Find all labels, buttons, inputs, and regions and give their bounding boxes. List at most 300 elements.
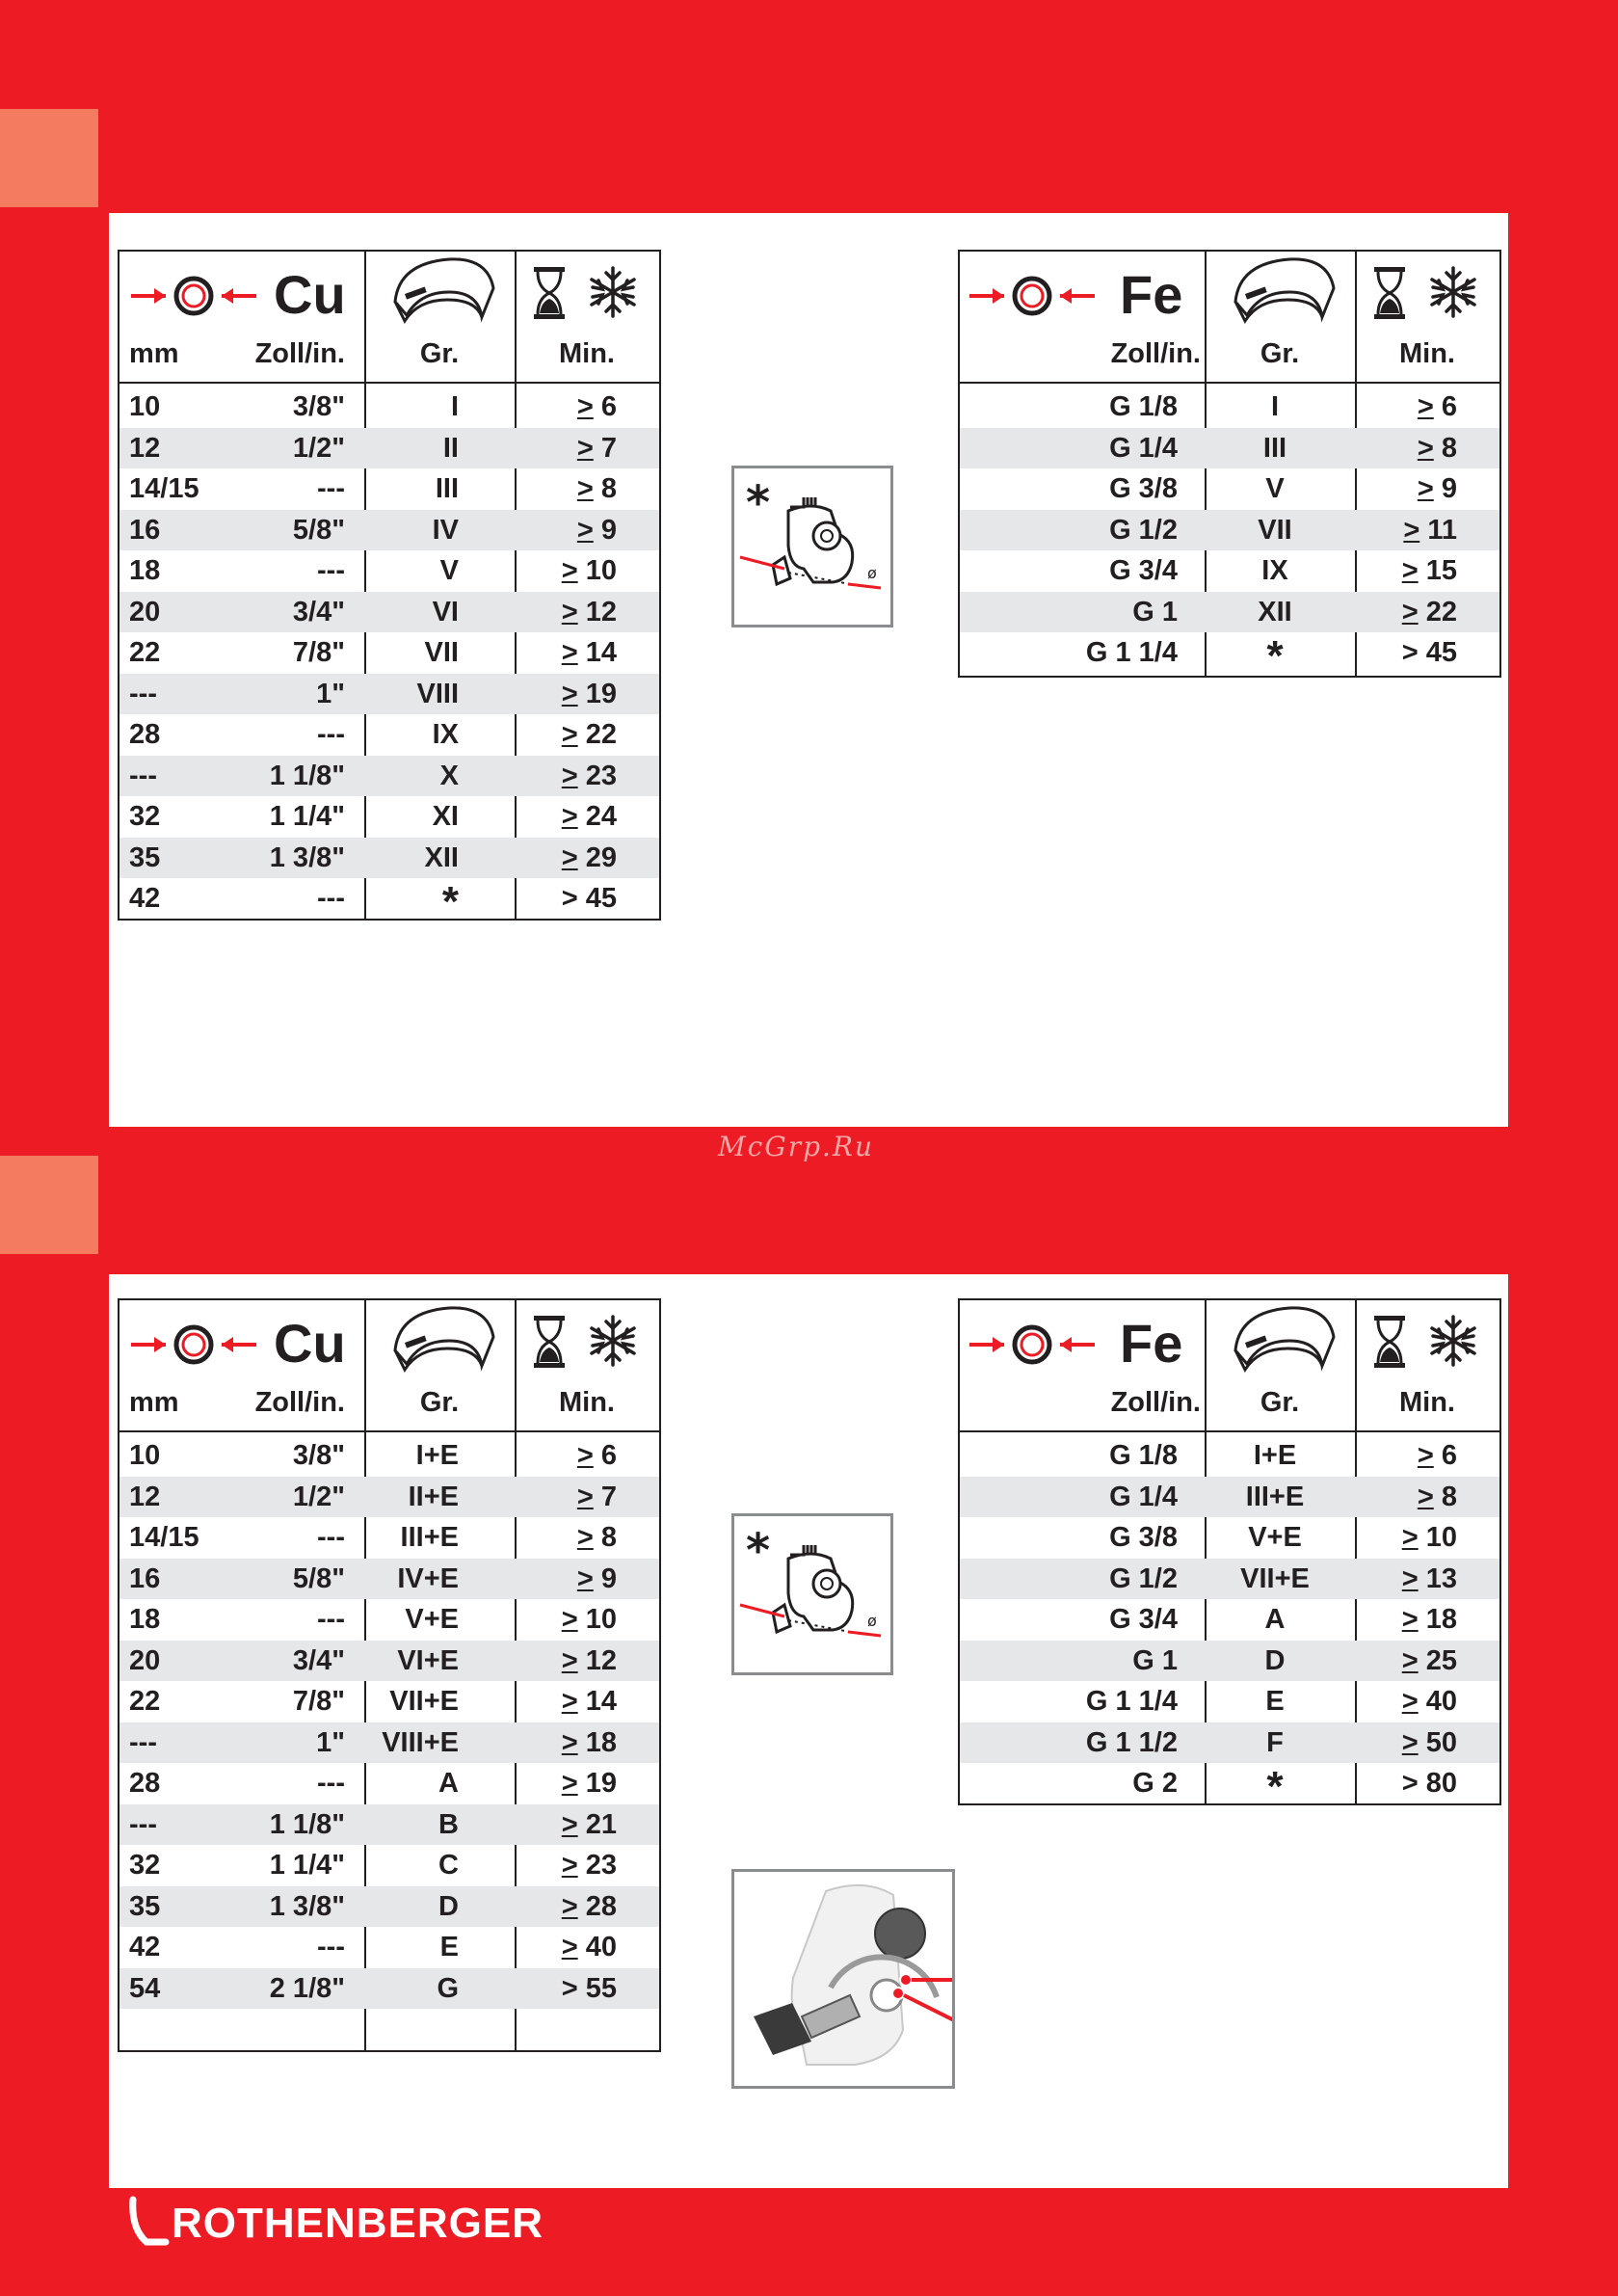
cell-min	[515, 550, 617, 591]
tool-jaw-drawing-2	[734, 1516, 890, 1672]
cu-table-section-1	[118, 250, 661, 925]
cell-min: > 55	[561, 1972, 617, 2004]
cell-gr: VII+E	[389, 1686, 459, 1717]
table-row	[960, 1559, 1499, 1599]
column-header-zoll: Zoll/in.	[1110, 1387, 1201, 1418]
cell-zoll: 5/8"	[292, 1562, 345, 1594]
cell-mm: ---	[129, 1808, 157, 1840]
cell-zoll: G 1 1/4	[1085, 637, 1178, 668]
cell-gr: III	[435, 473, 459, 504]
greater-equal-symbol: >	[576, 1562, 594, 1594]
cell-gr: II	[442, 432, 459, 464]
cell-mm: 20	[129, 1644, 161, 1676]
cell-zoll: G 3/4	[1109, 1604, 1178, 1635]
greater-equal-symbol: >	[1403, 514, 1420, 546]
cell-gr: VII	[1258, 514, 1292, 546]
cell-mm: 16	[129, 514, 161, 546]
table-row	[119, 550, 659, 591]
cell-min: > 45	[1401, 637, 1457, 668]
cell-zoll: ---	[317, 1932, 345, 1962]
column-header-mm: mm	[129, 1387, 179, 1418]
table-row	[119, 1517, 659, 1558]
cell-mm: ---	[129, 678, 157, 709]
minutes-value: 29	[585, 841, 617, 873]
cell-gr	[1205, 632, 1345, 680]
greater-equal-symbol: >	[561, 1932, 578, 1962]
table-row	[119, 714, 659, 755]
cell-min	[515, 1722, 617, 1763]
hourglass-icon	[530, 1314, 569, 1375]
cell-min	[1355, 1722, 1457, 1763]
cell-zoll: 2 1/8"	[269, 1972, 345, 2004]
table-row	[119, 1559, 659, 1599]
cell-zoll: G 3/4	[1109, 555, 1178, 586]
cell-mm: 12	[129, 1481, 161, 1512]
cell-zoll: G 1/4	[1109, 432, 1178, 464]
greater-equal-symbol: >	[561, 1850, 578, 1881]
cell-gr: VII	[424, 637, 459, 668]
minutes-value: 18	[1425, 1604, 1457, 1635]
table-row	[119, 1477, 659, 1517]
cell-min: > 45	[561, 883, 617, 914]
minutes-value: 15	[1425, 555, 1457, 586]
cell-zoll: G 1 1/4	[1085, 1686, 1178, 1717]
minutes-value: 24	[585, 801, 617, 832]
cell-zoll: 3/8"	[292, 391, 345, 422]
minutes-value: 9	[600, 514, 617, 546]
cell-gr: III	[1262, 432, 1287, 464]
cell-min	[515, 592, 617, 632]
cell-zoll: 1/2"	[292, 432, 345, 464]
fe-table-section-1	[958, 250, 1501, 678]
minutes-value: 13	[1425, 1562, 1457, 1594]
cell-min	[515, 428, 617, 468]
fe-table-section-2	[958, 1298, 1501, 1810]
svg-text:ø: ø	[867, 1612, 877, 1630]
cell-gr: C	[438, 1850, 459, 1881]
column-header-minutes: Min.	[559, 1387, 615, 1418]
cell-gr: VI+E	[397, 1644, 459, 1676]
snowflake-icon	[586, 1314, 640, 1373]
cell-min	[1355, 428, 1457, 468]
cell-min	[515, 796, 617, 837]
metal-symbol: Cu	[274, 1313, 346, 1374]
minutes-value: 28	[585, 1890, 617, 1922]
cell-mm: 42	[129, 1932, 161, 1962]
minutes-value: 8	[600, 473, 617, 504]
cell-gr: IV+E	[397, 1562, 459, 1594]
cell-min	[1355, 592, 1457, 632]
table-row	[960, 1599, 1499, 1640]
minutes-value: 50	[1425, 1726, 1457, 1758]
cell-mm: 42	[129, 883, 161, 914]
cell-min	[1355, 1517, 1457, 1558]
cell-mm: 14/15	[129, 473, 199, 504]
greater-equal-symbol: >	[561, 1686, 578, 1717]
column-header-group: Gr.	[419, 1387, 460, 1418]
cell-zoll: 7/8"	[292, 1686, 345, 1717]
cell-zoll: 1"	[316, 678, 345, 709]
table-row	[960, 428, 1499, 468]
cell-gr: V+E	[1248, 1522, 1302, 1553]
table-row	[119, 1804, 659, 1845]
table-header	[960, 1300, 1499, 1432]
cell-gr: V	[439, 555, 459, 586]
table-header	[119, 252, 659, 384]
minutes-value: 21	[585, 1808, 617, 1840]
cell-gr: V	[1265, 473, 1285, 504]
cell-zoll: G 2	[1132, 1768, 1178, 1799]
greater-equal-symbol: >	[561, 1808, 578, 1840]
greater-equal-symbol: >	[576, 391, 594, 422]
greater-equal-symbol: >	[1401, 1604, 1419, 1635]
greater-equal-symbol: >	[576, 1440, 594, 1471]
cell-min	[1355, 387, 1457, 427]
brand-name: ROTHENBERGER	[172, 2200, 544, 2247]
cell-min	[515, 510, 617, 550]
column-header-zoll: Zoll/in.	[1110, 338, 1201, 369]
metal-symbol: Cu	[274, 264, 346, 325]
table-row	[119, 1845, 659, 1885]
cell-gr: IX	[432, 719, 459, 750]
cell-zoll: G 1/8	[1109, 1440, 1178, 1471]
cell-mm: 35	[129, 1890, 161, 1922]
column-header-minutes: Min.	[1399, 1387, 1455, 1418]
greater-equal-symbol: >	[561, 1726, 578, 1758]
cell-mm: 18	[129, 1604, 161, 1635]
cell-zoll: ---	[317, 719, 345, 750]
cell-min	[1355, 1681, 1457, 1722]
cell-min	[1355, 1641, 1457, 1681]
greater-equal-symbol: >	[1401, 596, 1419, 627]
minutes-value: 6	[1441, 1440, 1457, 1471]
cell-min	[515, 1886, 617, 1927]
minutes-value: 14	[585, 1686, 617, 1717]
asterisk-marker: *	[1266, 1763, 1284, 1810]
greater-equal-symbol: >	[1401, 1726, 1419, 1758]
cell-mm: 35	[129, 841, 161, 873]
cell-gr: XI	[432, 801, 459, 832]
table-row	[119, 1927, 659, 1967]
table-row	[960, 550, 1499, 591]
hourglass-icon	[1370, 1314, 1409, 1375]
greater-equal-symbol: >	[1417, 1440, 1434, 1471]
cell-mm: ---	[129, 1726, 157, 1758]
minutes-value: 22	[585, 719, 617, 750]
minutes-value: 9	[1441, 473, 1457, 504]
cell-zoll: 1 1/4"	[269, 1850, 345, 1881]
table-row	[119, 387, 659, 427]
cell-gr: D	[438, 1890, 459, 1922]
cell-gr: X	[439, 760, 459, 791]
cell-gr: VIII	[416, 678, 459, 709]
jaw-insert-icon	[1224, 255, 1339, 337]
cell-min	[515, 1599, 617, 1640]
minutes-value: 8	[1441, 1481, 1457, 1512]
cell-min	[515, 674, 617, 714]
cell-gr: A	[1264, 1604, 1286, 1635]
cell-zoll: 7/8"	[292, 637, 345, 668]
cell-min	[515, 1435, 617, 1476]
cell-gr: E	[1265, 1686, 1285, 1717]
column-header-group: Gr.	[1260, 1387, 1300, 1418]
cell-mm: 20	[129, 596, 161, 627]
watermark: McGrp.Ru	[718, 1131, 875, 1162]
cell-min	[515, 714, 617, 755]
table-row	[960, 1763, 1499, 1810]
minutes-value: 7	[600, 1481, 617, 1512]
greater-equal-symbol: >	[561, 678, 578, 709]
table-row	[119, 1886, 659, 1927]
minutes-value: 10	[585, 1604, 617, 1635]
cell-gr: III+E	[1245, 1481, 1305, 1512]
cell-min	[1355, 510, 1457, 550]
cell-gr: A	[438, 1768, 459, 1799]
jaw-insert-icon	[384, 255, 499, 337]
greater-equal-symbol: >	[576, 514, 594, 546]
cell-min	[515, 632, 617, 673]
cell-zoll: 1 3/8"	[269, 841, 345, 873]
cell-mm: 10	[129, 1440, 161, 1471]
cell-gr: IV	[432, 514, 459, 546]
svg-text:ø: ø	[867, 564, 877, 582]
cell-mm: 12	[129, 432, 161, 464]
cell-zoll: ---	[317, 1522, 345, 1553]
cell-min	[515, 838, 617, 878]
svg-text:*: *	[746, 1524, 771, 1578]
minutes-value: 19	[585, 678, 617, 709]
tool-photo-illustration	[731, 1869, 955, 2089]
cell-zoll: 1 3/8"	[269, 1890, 345, 1922]
cell-min	[1355, 468, 1457, 509]
table-row	[960, 632, 1499, 680]
column-header-group: Gr.	[1260, 338, 1300, 369]
column-header-group: Gr.	[419, 338, 460, 369]
table-row	[960, 1517, 1499, 1558]
cell-gr: F	[1266, 1726, 1284, 1758]
greater-equal-symbol: >	[561, 1890, 578, 1922]
cell-mm: 28	[129, 1768, 161, 1799]
cell-gr: III+E	[400, 1522, 459, 1553]
cell-gr: I+E	[1253, 1440, 1297, 1471]
pipe-clamp-icon	[129, 1322, 258, 1373]
cell-mm: 28	[129, 719, 161, 750]
cell-min	[1355, 550, 1457, 591]
cell-mm: 32	[129, 801, 161, 832]
greater-equal-symbol: >	[561, 1604, 578, 1635]
greater-equal-symbol: >	[576, 1522, 594, 1553]
table-header	[119, 1300, 659, 1432]
table-row	[119, 632, 659, 673]
metal-symbol: Fe	[1120, 1313, 1183, 1374]
minutes-value: 11	[1427, 514, 1457, 546]
cell-gr: G	[437, 1972, 459, 2004]
table-row	[119, 1722, 659, 1763]
cell-mm: 10	[129, 391, 161, 422]
greater-equal-symbol: >	[561, 1644, 578, 1676]
cell-gr: XII	[424, 841, 459, 873]
cell-mm: 54	[129, 1972, 161, 2004]
cell-min	[515, 387, 617, 427]
greater-equal-symbol: >	[1401, 1644, 1419, 1676]
greater-equal-symbol: >	[1401, 555, 1419, 586]
table-row	[119, 428, 659, 468]
cell-min	[515, 756, 617, 796]
table-row	[960, 387, 1499, 427]
snowflake-icon	[586, 265, 640, 324]
pipe-clamp-icon	[129, 273, 258, 324]
table-row	[960, 1477, 1499, 1517]
minutes-value: 25	[1425, 1644, 1457, 1676]
cell-min	[1355, 1435, 1457, 1476]
cell-min	[515, 1477, 617, 1517]
snowflake-icon	[1426, 1314, 1480, 1373]
minutes-value: 23	[585, 1850, 617, 1881]
jaw-insert-icon	[1224, 1304, 1339, 1386]
brand-logo	[125, 2194, 173, 2256]
greater-equal-symbol: >	[561, 801, 578, 832]
tool-jaw-illustration-2	[731, 1513, 893, 1675]
table-row	[119, 468, 659, 509]
svg-text:*: *	[746, 476, 771, 530]
greater-equal-symbol: >	[561, 760, 578, 791]
minutes-value: 8	[1441, 432, 1457, 464]
brand-swoosh-icon	[125, 2194, 173, 2252]
greater-equal-symbol: >	[561, 841, 578, 873]
minutes-value: 8	[600, 1522, 617, 1553]
greater-equal-symbol: >	[561, 555, 578, 586]
table-row	[119, 1968, 659, 2009]
table-row	[119, 1681, 659, 1722]
table-row	[960, 1681, 1499, 1722]
greater-equal-symbol: >	[576, 473, 594, 504]
cell-gr: I	[1270, 391, 1280, 422]
metal-symbol: Fe	[1120, 264, 1183, 325]
cell-min	[1355, 1599, 1457, 1640]
minutes-value: 6	[1441, 391, 1457, 422]
table-row	[119, 838, 659, 878]
cell-min	[515, 1517, 617, 1558]
cell-gr: V+E	[405, 1604, 459, 1635]
cell-gr: VII+E	[1240, 1562, 1310, 1594]
cell-zoll: 3/8"	[292, 1440, 345, 1471]
cell-zoll: G 1	[1132, 1644, 1178, 1676]
cell-gr: VI	[432, 596, 459, 627]
section-tab-1	[0, 109, 98, 207]
table-row	[960, 510, 1499, 550]
pipe-clamp-icon	[968, 273, 1097, 324]
table-row	[119, 756, 659, 796]
cell-mm: 16	[129, 1562, 161, 1594]
cell-mm: 14/15	[129, 1522, 199, 1553]
cell-gr: II+E	[408, 1481, 459, 1512]
cell-zoll: 3/4"	[292, 596, 345, 627]
minutes-value: 22	[1425, 596, 1457, 627]
column-header-mm: mm	[129, 338, 179, 369]
asterisk-marker: *	[1266, 632, 1284, 680]
cell-min	[515, 1845, 617, 1885]
greater-equal-symbol: >	[576, 1481, 594, 1512]
minutes-value: 12	[585, 596, 617, 627]
cell-zoll: 1"	[316, 1726, 345, 1758]
greater-equal-symbol: >	[1401, 1522, 1419, 1553]
cell-gr: IX	[1261, 555, 1288, 586]
cell-zoll: G 1	[1132, 596, 1178, 627]
column-header-zoll: Zoll/in.	[254, 338, 345, 369]
cell-zoll: G 1/2	[1109, 1562, 1178, 1594]
table-row	[119, 1641, 659, 1681]
table-row	[119, 878, 659, 925]
greater-equal-symbol: >	[1417, 432, 1434, 464]
cell-gr: VIII+E	[382, 1726, 459, 1758]
tool-jaw-illustration-1	[731, 466, 893, 627]
section-tab-2	[0, 1156, 98, 1254]
column-header-minutes: Min.	[559, 338, 615, 369]
cell-zoll: G 1/2	[1109, 514, 1178, 546]
minutes-value: 9	[600, 1562, 617, 1594]
minutes-value: 40	[585, 1932, 617, 1962]
greater-equal-symbol: >	[561, 637, 578, 668]
greater-equal-symbol: >	[561, 719, 578, 750]
cell-gr: D	[1264, 1644, 1286, 1676]
table-row	[119, 796, 659, 837]
cell-min	[1355, 1477, 1457, 1517]
cell-min	[515, 1559, 617, 1599]
minutes-value: 18	[585, 1726, 617, 1758]
cell-mm: 22	[129, 637, 161, 668]
cell-mm: ---	[129, 760, 157, 791]
greater-equal-symbol: >	[576, 432, 594, 464]
table-header	[960, 252, 1499, 384]
cell-mm: 18	[129, 555, 161, 586]
minutes-value: 7	[600, 432, 617, 464]
tool-photo-drawing	[734, 1872, 952, 2086]
cell-zoll: G 1/4	[1109, 1481, 1178, 1512]
asterisk-marker: *	[441, 878, 459, 925]
cell-min: > 80	[1401, 1768, 1457, 1799]
cell-zoll: G 3/8	[1109, 1522, 1178, 1553]
cell-zoll: ---	[317, 883, 345, 914]
minutes-value: 40	[1425, 1686, 1457, 1717]
minutes-value: 6	[600, 1440, 617, 1471]
snowflake-icon	[1426, 265, 1480, 324]
minutes-value: 23	[585, 760, 617, 791]
pipe-clamp-icon	[968, 1322, 1097, 1373]
cell-zoll: 3/4"	[292, 1644, 345, 1676]
cell-gr: I+E	[415, 1440, 459, 1471]
tool-jaw-drawing	[734, 468, 890, 625]
cell-min	[515, 1804, 617, 1845]
column-header-minutes: Min.	[1399, 338, 1455, 369]
table-row	[119, 592, 659, 632]
cell-zoll: 1 1/4"	[269, 801, 345, 832]
greater-equal-symbol: >	[1401, 1562, 1419, 1594]
hourglass-icon	[530, 265, 569, 326]
cell-gr	[364, 878, 459, 925]
table-row	[119, 1763, 659, 1803]
cell-min	[515, 1641, 617, 1681]
cell-min	[515, 1927, 617, 1967]
cell-min	[515, 468, 617, 509]
minutes-value: 14	[585, 637, 617, 668]
cell-zoll: ---	[317, 1604, 345, 1635]
cell-zoll: ---	[317, 1768, 345, 1799]
table-row	[119, 1599, 659, 1640]
cell-min	[1355, 1559, 1457, 1599]
table-row	[960, 468, 1499, 509]
cell-zoll: 1/2"	[292, 1481, 345, 1512]
greater-equal-symbol: >	[1417, 391, 1434, 422]
